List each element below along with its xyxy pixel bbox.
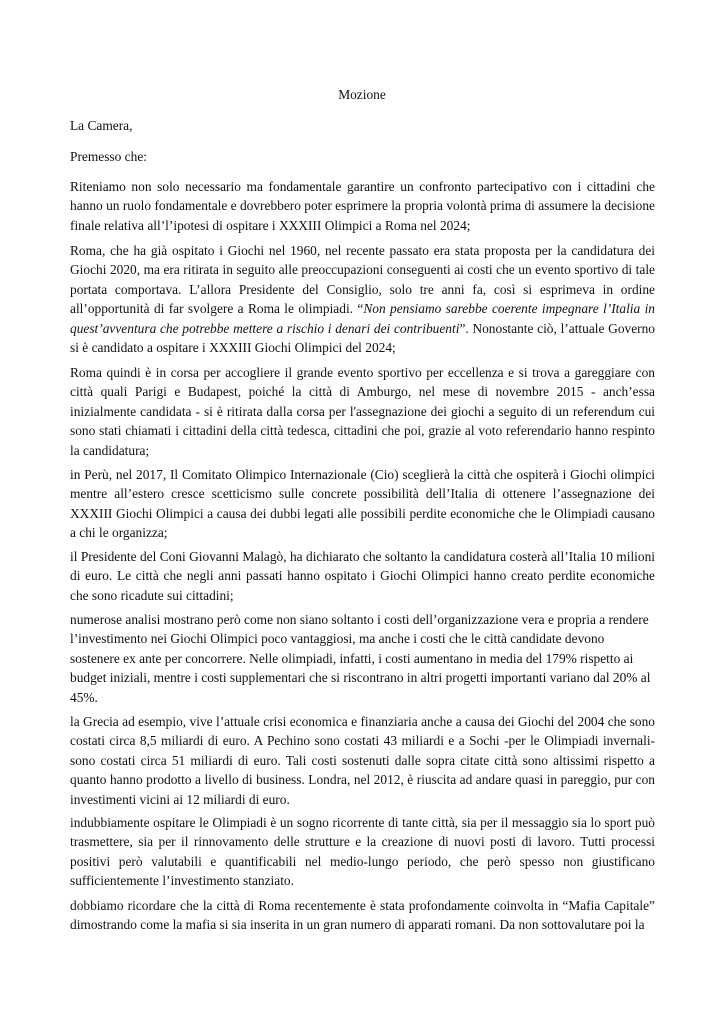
- paragraph-2: [70, 241, 655, 357]
- paragraph-3: Roma quindi è in corsa per accogliere il grande evento sportivo per eccellenza e si trova a gareggiare con città quali Parigi e Budapest, poiché la città di Amburgo, nel mese di novembre 2015 - anch’essa inizialmente candidata - si è ritirata dalla corsa per l'assegnazione dei giochi a seguito di un referendum cui sono stati chiamati i cittadini della città tedesca, cittadini che poi, grazie al voto referendario hanno respinto la candidatura;: [70, 365, 655, 458]
- paragraph-6: numerose analisi mostrano però come non siano soltanto i costi dell’organizzazione vera e propria a rendere l’investimento nei Giochi Olimpici poco vantaggiosi, ma anche i costi che le città candidate devono sostenere ex ante per concorrere. Nelle olimpiadi, infatti, i costi aumentano in media del 179% rispetto ai budget iniziali, mentre i costi supplementari che si riscontrano in altri progetti importanti variano dal 20% al 45%.: [70, 612, 651, 705]
- paragraph-8: indubbiamente ospitare le Olimpiadi è un sogno ricorrente di tante città, sia per il messaggio sia lo sport può trasmettere, sia per il rinnovamento delle strutture e la creazione di nuovi posti di lavoro. Tutti processi positivi però valutabili e quantificabili nel medio-lungo periodo, che però spesso non giustificano sufficientemente l’investimento stanziato.: [70, 815, 655, 889]
- salutation: La Camera,: [70, 118, 133, 133]
- paragraph-2-text-a: Roma, che ha già ospitato i Giochi nel 1960, nel recente passato era stata proposta per la candidatura dei Giochi 2020, ma era ritirata in seguito alle preoccupazioni conseguenti ai costi che un evento sportivo di tale portata comportava. L’allora Presidente del Consiglio, solo tre anni fa, così si esprimeva in ordine all’opportunità di far svolgere a Roma le olimpiadi. “: [70, 243, 655, 317]
- premise-heading: Premesso che:: [70, 149, 147, 164]
- paragraph-5: il Presidente del Coni Giovanni Malagò, ha dichiarato che soltanto la candidatura costerà all’Italia 10 milioni di euro. Le città che negli anni passati hanno ospitato i Giochi Olimpici hanno creato perdite economiche che sono ricadute sui cittadini;: [70, 549, 655, 603]
- paragraph-4: in Perù, nel 2017, Il Comitato Olimpico Internazionale (Cio) sceglierà la città che ospiterà i Giochi olimpici mentre all’estero cresce scetticismo sulle concrete possibilità dell’Italia di ottenere l’assegnazione dei XXXIII Giochi Olimpici a causa dei dubbi legati alle possibili perdite economiche che le Olimpiadi causano a chi le organizza;: [70, 467, 655, 541]
- document-title: Mozione: [338, 87, 386, 102]
- paragraph-9: dobbiamo ricordare che la città di Roma recentemente è stata profondamente coinvolta in “Mafia Capitale” dimostrando come la mafia si sia inserita in un gran numero di apparati romani. Da non sottovalutare poi la: [70, 898, 655, 933]
- paragraph-2-quote: Non pensiamo sarebbe coerente impegnare l’Italia in quest’avventura che potrebbe mettere a rischio i denari dei contribuenti: [70, 301, 655, 336]
- paragraph-7: la Grecia ad esempio, vive l’attuale crisi economica e finanziaria anche a causa dei Giochi del 2004 che sono costati circa 8,5 miliardi di euro. A Pechino sono costati 43 miliardi e a Sochi -per le Olimpiadi invernali-sono costati circa 51 miliardi di euro. Tali costi sostenuti dalle sopra citate città sono altissimi rispetto a quanto hanno prodotto a livello di business. Londra, nel 2012, è riuscita ad andare quasi in pareggio, pur con investimenti vicini ai 12 miliardi di euro.: [70, 714, 655, 807]
- paragraph-2-text-b: ”. Nonostante ciò, l’attuale Governo si è candidato a ospitare i XXXIII Giochi Olimpici del 2024;: [70, 320, 656, 356]
- paragraph-1: Riteniamo non solo necessario ma fondamentale garantire un confronto partecipativo con i cittadini che hanno un ruolo fondamentale e dovrebbero poter esprimere la propria volontà prima di assumere la decisione finale relativa all’l’ipotesi di ospitare i XXXIII Olimpici a Roma nel 2024;: [70, 179, 655, 233]
